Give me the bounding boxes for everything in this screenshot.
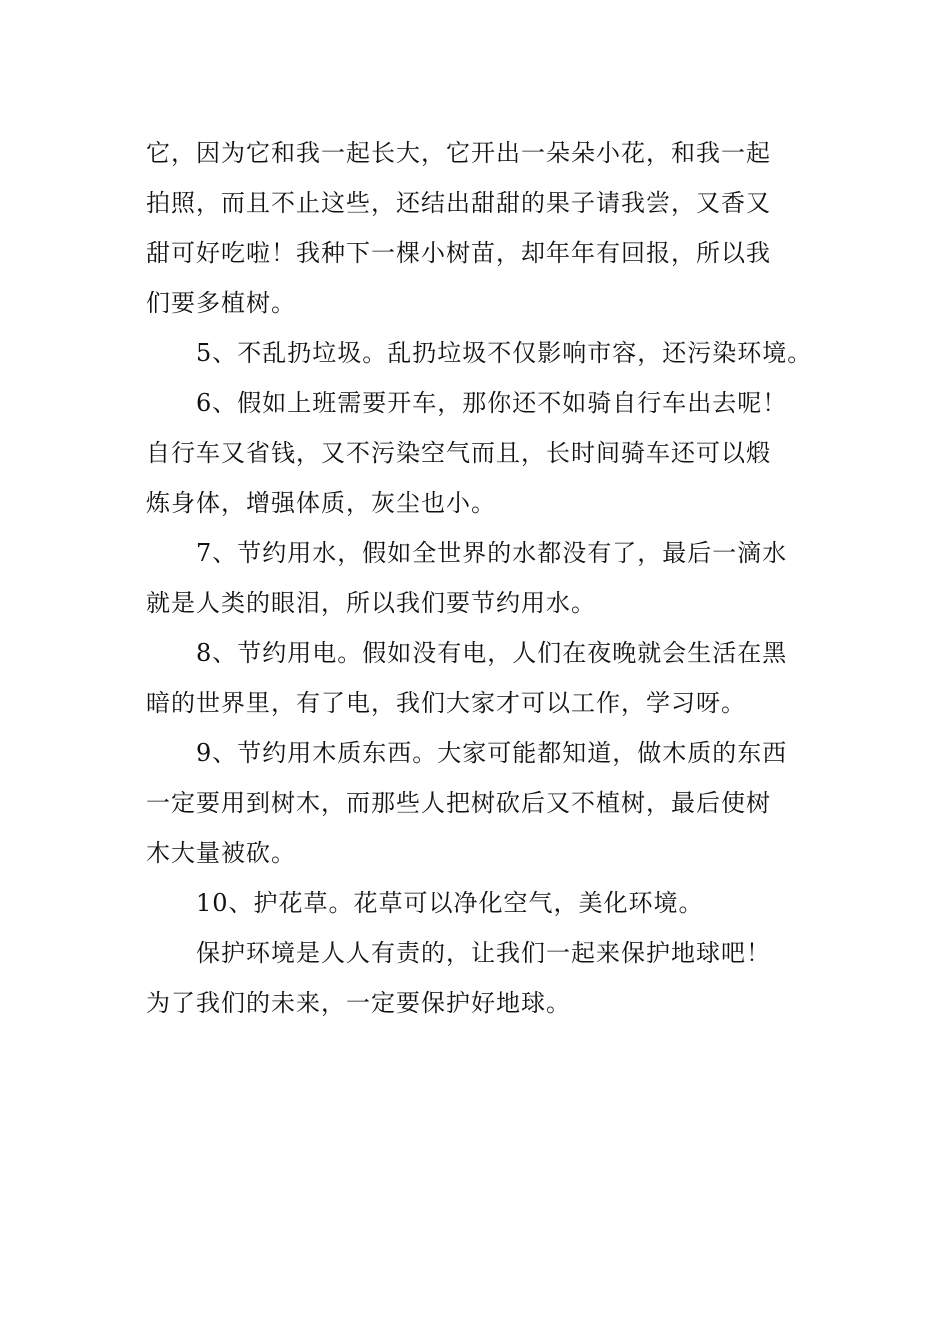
text-line: 10、护花草。花草可以净化空气，美化环境。 bbox=[146, 889, 704, 917]
text-line: 就是人类的眼泪，所以我们要节约用水。 bbox=[146, 589, 596, 617]
text-line: 木大量被砍。 bbox=[146, 839, 296, 867]
body-text bbox=[146, 128, 816, 1028]
text-line: 它，因为它和我一起长大，它开出一朵朵小花，和我一起 bbox=[146, 139, 771, 167]
text-line: 8、节约用电。假如没有电，人们在夜晚就会生活在黑 bbox=[146, 639, 788, 667]
text-line: 拍照，而且不止这些，还结出甜甜的果子请我尝，又香又 bbox=[146, 189, 771, 217]
text-line: 6、假如上班需要开车，那你还不如骑自行车出去呢！ bbox=[146, 389, 788, 417]
text-line: 一定要用到树木，而那些人把树砍后又不植树，最后使树 bbox=[146, 789, 771, 817]
text-line: 自行车又省钱，又不污染空气而且，长时间骑车还可以煅 bbox=[146, 439, 771, 467]
text-line: 7、节约用水，假如全世界的水都没有了，最后一滴水 bbox=[146, 539, 788, 567]
text-line: 暗的世界里，有了电，我们大家才可以工作，学习呀。 bbox=[146, 689, 746, 717]
text-line: 们要多植树。 bbox=[146, 289, 296, 317]
text-line: 5、不乱扔垃圾。乱扔垃圾不仅影响市容，还污染环境。 bbox=[146, 339, 813, 367]
text-line: 9、节约用木质东西。大家可能都知道，做木质的东西 bbox=[146, 739, 788, 767]
text-line: 保护环境是人人有责的，让我们一起来保护地球吧！ bbox=[146, 939, 771, 967]
text-line: 甜可好吃啦！我种下一棵小树苗，却年年有回报，所以我 bbox=[146, 239, 771, 267]
text-line: 炼身体，增强体质，灰尘也小。 bbox=[146, 489, 496, 517]
text-line: 为了我们的未来，一定要保护好地球。 bbox=[146, 989, 571, 1017]
